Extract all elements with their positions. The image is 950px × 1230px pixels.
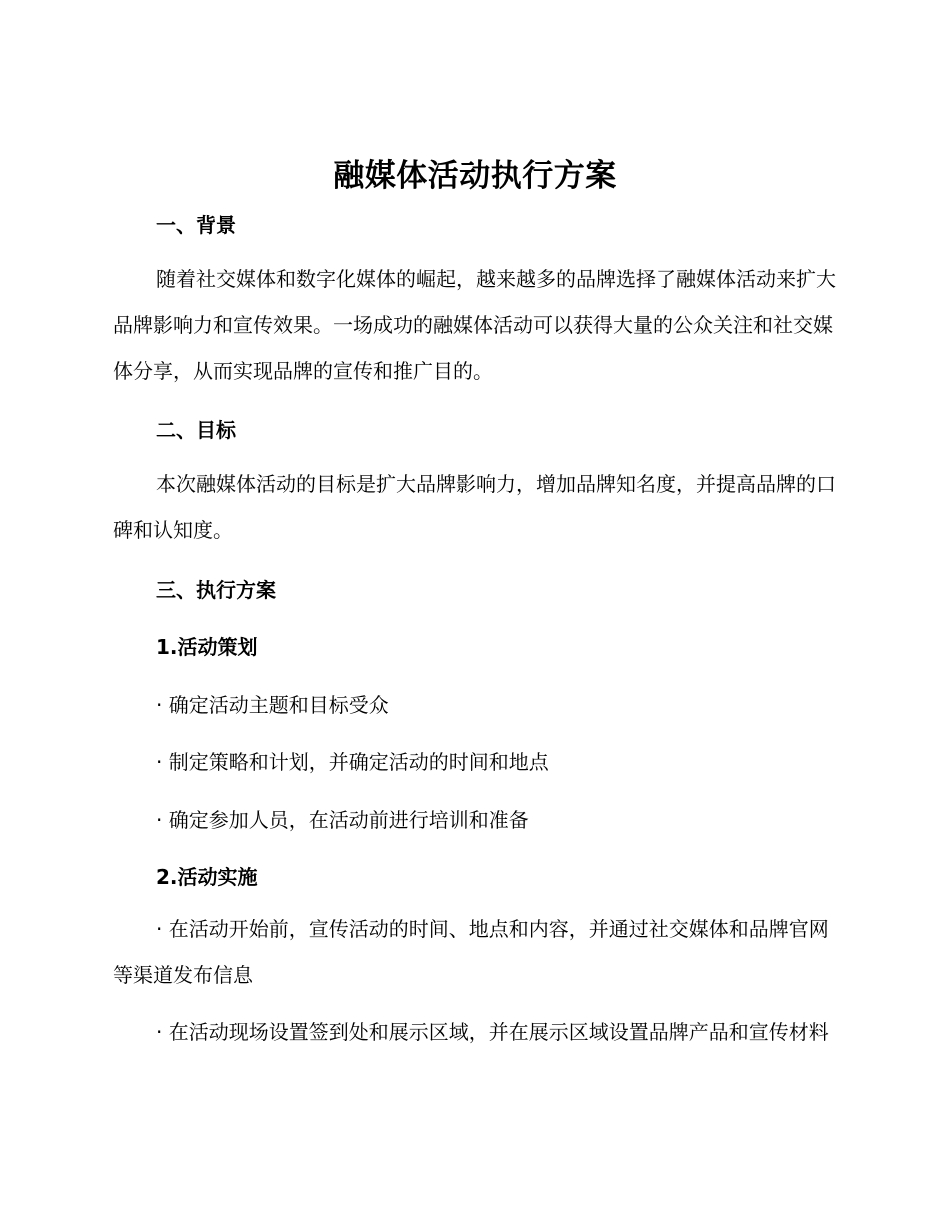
goal-paragraph: 本次融媒体活动的目标是扩大品牌影响力，增加品牌知名度，并提高品牌的口碑和认知度。 bbox=[113, 472, 836, 542]
section-heading-goal: 二、目标 bbox=[156, 418, 236, 442]
subsection-heading-implementation: 2.活动实施 bbox=[156, 865, 258, 889]
subsection-heading-planning: 1.活动策划 bbox=[156, 635, 258, 659]
planning-bullet: · 制定策略和计划，并确定活动的时间和地点 bbox=[156, 750, 549, 774]
implementation-bullet: · 在活动现场设置签到处和展示区域，并在展示区域设置品牌产品和宣传材料 bbox=[156, 1020, 829, 1044]
section-heading-background: 一、背景 bbox=[156, 213, 236, 237]
planning-bullet: · 确定活动主题和目标受众 bbox=[156, 693, 389, 717]
planning-bullet: · 确定参加人员，在活动前进行培训和准备 bbox=[156, 808, 529, 832]
background-paragraph: 随着社交媒体和数字化媒体的崛起，越来越多的品牌选择了融媒体活动来扩大品牌影响力和宣传效果。一场成功的融媒体活动可以获得大量的公众关注和社交媒体分享，从而实现品牌的宣传和推广目的。 bbox=[113, 267, 836, 383]
implementation-bullet: · 在活动开始前，宣传活动的时间、地点和内容，并通过社交媒体和品牌官网等渠道发布信息 bbox=[113, 917, 829, 987]
document-title: 融媒体活动执行方案 bbox=[333, 158, 617, 194]
section-heading-plan: 三、执行方案 bbox=[156, 578, 276, 602]
